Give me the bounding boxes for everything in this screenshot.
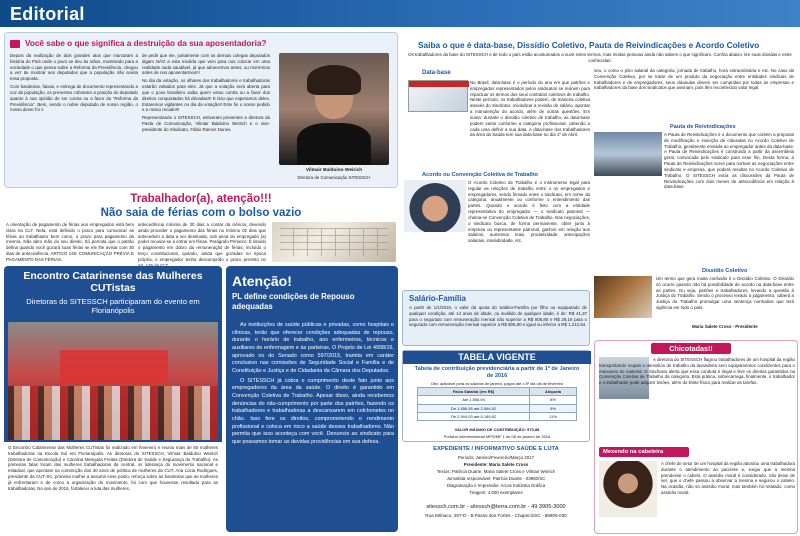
contact-line[interactable]: sitessch.com.br - sitessch@terra.com.br - 49 3905-3000 xyxy=(426,504,566,510)
article-data-base xyxy=(402,32,798,332)
paragraph: A partir de 1/1/2016, o valor da quota do Salário-Família por filho ou equiparado de qualquer condição, até 14 anos de idade, ou inválido de qualquer idade, é de: R$ 41,37 para o segurado com remuneração mensal não superior a R$ 806,80 e R$ 29,16 para o segurado com remuneração mensal superior a R$ 806,80 e igual ou inferior a R$ 1.212,64. xyxy=(409,305,587,328)
table-cell: Até 1.556,94 xyxy=(418,396,530,404)
table-header-cell: Faixa Salarial (em R$) xyxy=(418,388,530,396)
paragraph: A diretoria do SITESSCH flagrou trabalhadores de um hospital da região transportando roupas e utensílios de trabalho da lavanderia sem equipamentos condizentes para o manuseio do material. O Sindicato alerta que essa conduta é ilegal e fere os direitos garantidos na Convenção Coletiva de Trabalho da categoria. Esta prática, sobrecarrega, finalmente, o trabalhador e o trabalhador pode adquirir lesões, além do limite físico para realizar as tarefas. xyxy=(599,357,795,386)
article-title: Atenção! xyxy=(232,273,292,289)
paragraph: Depois da realização de dois grandes atos que marcaram a história do País onde o povo se deu às mãos, mostrando para a sociedade o que pensa sobre a Reforma da Previdência, chegou a vez de mostrar aos deputados que a população não aceita essa proposta. xyxy=(10,53,138,82)
title-bar-icon xyxy=(10,40,20,48)
paragraph: O Acordo Coletivo de Trabalho é o instrumento legal para regular as relações de trabalho entre o os empregados e empregadores, sendo firmado entre o sindicato, em nome da categoria, anualmente ou conforme o entendimento das partes. Quando o acordo é feito com a entidade representativa do empregador — o sindicato patronal — chama-se Convenção Coletiva de Trabalho. Nas negociações, o sindicato busca, de forma permanente, obter junto à empresa ou representante patronal, ganhos em relação aos salários, aumentos reais, produtividade, antecipações salariais, insalubridade, etc. xyxy=(468,180,590,244)
caption-role: Diretora de Comunicação SITESSCH xyxy=(297,175,371,180)
calendar-grid xyxy=(280,228,388,256)
paragraph: No dia da votação, os olhares dos trabalhadores e trabalhadoras estarão voltados para eles. Já que a votação será aberta para que o povo brasileiro saiba quem votou contra ou a favor dos direitos conquistados há décadas!!! E isso que esperamos deles. Estaremos vigilantes no dia da votação!! Este foi o nosso pedido e a nosso recado!!! xyxy=(142,78,270,113)
paragraph: antecedência mínima de 30 dias a contar da ciência, devendo ainda proceder o pagamento das férias no mínimo 02 dias que antecedem a data a ser destinada, sob pena do empregado (a) poder recusar-se a entrar em férias. Parágrafo Primeiro: É devido o pagamento em dobro da remuneração de férias, incluído o terço constitucional, quando, ainda que gozadas no época própria, o empregador tenha descumprido o prazo previsto no xyxy=(138,222,266,262)
paragraph: Com bandeiras, faixas, e entrega de documento representando a voz da população, os presentes cobraram a posição do deputado quanto à sua opinião de ser contra ou a favor da “Reforma da Previdência”. Bem, sendo o nobre deputado de nosso região, o nosso dever foi o xyxy=(10,84,138,113)
paragraph: As instituições de saúde públicas e privadas, como hospitais e clínicas, terão que oferecer condições adequadas de repouso, durante o horário de trabalho, aos enfermeiros, técnicos e auxiliares de enfermagem e às parteiras. O Projeto de Lei 4998/16, aprovado no do Senado como 597/2015, tramita em caráter conclusivo nas comissões de Seguridade Social e Família e de Constituição e Justiça e de Cidadania da Câmara dos Deputados. xyxy=(232,322,394,375)
acordo-text xyxy=(404,180,590,290)
portrait-photo xyxy=(279,53,389,165)
box-title: Salário-Família xyxy=(409,294,466,303)
calendar-photo xyxy=(272,222,396,262)
box-expediente xyxy=(402,446,590,534)
box-title: TABELA VIGENTE xyxy=(403,351,591,364)
paragraph: A Pauta de Reivindicações é o documento que contém a proposta de modificação e inserção de cláusulas no Acordo Coletivo de Trabalho, geralmente enviada ao empregador antes da data-base. A Pauta de Reivindicações é construída a partir da assembleia geral, convocada pelo sindicato para esse fim. Desta forma, a Pauta de Reivindicações serve para nortear as negociações entre sindicato e empresa, que poderá resultar no Acordo Coletivo de Trabalho. O SITESSCH inicia as discussões da Pauta de Reivindicações com dois meses de antecedência em relação à data-base. xyxy=(664,132,794,190)
editorial-header xyxy=(0,0,800,27)
box-subtitle: Mexendo na cabeleira xyxy=(599,447,689,457)
group-photo xyxy=(8,322,218,440)
kicker: Trabalhador(a), atenção!!! xyxy=(130,193,272,205)
article-title: Você sabe o que significa a destruição da sua aposentadoria? xyxy=(25,39,267,48)
signature: Maria Salete Cross - Presidente xyxy=(692,324,758,329)
article-body xyxy=(232,322,394,528)
pauta-text xyxy=(594,132,794,266)
table-footer-1: VALOR MÁXIMO DE CONTRIBUIÇÃO: 570,88 xyxy=(454,427,540,432)
article-col-2 xyxy=(138,222,266,264)
expediente-line: Presidente: Maria Salete Cross xyxy=(463,462,529,467)
box-chicotadas xyxy=(594,340,798,534)
box-tabela-vigente xyxy=(402,350,590,442)
paragraph: Um termo que gera muita confusão é o Dissídio Coletivo. O Dissídio só ocorre quando não há possibilidade de acordo na data-base entre as partes. Ou seja, patrões e trabalhadores, levando a questão à Justiça do Trabalho. Sendo o processo levado a julgamento, caberá a Justiça do Trabalho promulgar uma sentença normativa que terá vigência em todo o país. xyxy=(656,276,794,311)
box-title: Chicotadas!! xyxy=(651,343,731,354)
box-subtitle: Tabela de contribuição previdenciária a partir de 1º de Janeiro de 2016 xyxy=(414,366,580,380)
expediente-line: Periodo: Janeiro/Fevereiro/Março 2017 xyxy=(457,455,535,460)
article-ferias xyxy=(4,192,398,264)
paragraph: O Encontro Catarinense das Mulheres CUTistas foi realizado em fevereiro e reuniu mais de 60 mulheres trabalhadoras na Escola Sul em Florianópolis. As diretoras do SITESSCH, Vilmair Balduíno Weirich (Diretora de Comunicação) e Carolina Mesquita Freitas (Diretora de Saúde e Segurança do Trabalho). As primeiras falas foram das mulheres trabalhadoras da central, os liderança do movimento nacional e estadual, que apontam na construção dos 30 anos de política de mulheres da CUT. Ana Lúcia Rodrigues, presidente da CUT-SC, primeira mulher a assumir esse posto, reforça sobre as bandeiras que as mulheres já enfrentaram e de como a organização do movimento, foi com que houvesse resultado para as trabalhadoras. No ano de 2016, fortalecer a luta das mulheres. xyxy=(8,445,218,491)
paragraph: Representando o SITESSCH, estiveram presentes a diretora da Pasta de Comunicação, Vilmair Balduíno Weirich e o vice-presidente do Sindicato, Fábio Ramos Nunes. xyxy=(142,115,270,132)
pauta-label: Pauta de Reivindicações xyxy=(670,124,736,130)
contribution-table xyxy=(417,387,577,421)
box-title: EXPEDIENTE / INFORMATIVO SAÚDE E LUTA xyxy=(433,446,559,452)
table-header-row xyxy=(418,388,577,396)
article-mulheres-cutistas xyxy=(4,266,222,532)
table-cell: De 2.594,93 até 5.189,82 xyxy=(418,412,530,420)
paragraph: A orientação de pagamento de férias aos empregados está bem clara na CLT. Nela, está definido o prazo para comunicar as férias ao trabalhador bem como, o prazo para pagamento da mesma. Não abro mão do seu direito. Só permita que o patrão defina quando você gozará suas férias se ele lhe avisar com 30 dias de antecedência. ARTIGO 145: COMUNICAÇÃO PRÉVIA E PAGAMENTO DAS FÉRIAS. xyxy=(6,222,134,262)
banner-cut xyxy=(60,350,168,384)
box-salario-familia xyxy=(402,290,590,346)
crowd-row xyxy=(8,386,218,440)
table-row xyxy=(418,404,577,412)
acordo-label: Acordo ou Convenção Coletiva de Trabalho xyxy=(422,172,538,178)
gavel-image xyxy=(594,276,652,318)
caption-name: Vilmair Balduino Weirich xyxy=(305,168,363,173)
dissidio-label: Dissídio Coletivo xyxy=(702,268,748,274)
expediente-line: Textos: Patrícia Duarte, Maria Salete Cross e Vilmair Weirich xyxy=(436,469,556,474)
box-text xyxy=(409,305,587,345)
right-text xyxy=(594,68,794,124)
expediente-line: Tiragem: 4.000 exemplares xyxy=(469,490,523,495)
article-subtitle: PL define condições de Repouso adequadas xyxy=(232,292,355,311)
expediente-line: Diagramação e Impressão: Arcos Indústria Gráfica xyxy=(446,483,546,488)
table-cell: 9% xyxy=(530,404,577,412)
box-text-2 xyxy=(661,461,795,531)
expediente-line: Jornalista responsável: Patrícia Duarte - 03950/SC xyxy=(446,476,546,481)
box-text-1 xyxy=(599,357,795,445)
database-text xyxy=(404,80,590,170)
table-row xyxy=(418,396,577,404)
table-footer-2: Portaria Interministerial MPS/MF 1 de 08 de janeiro de 2016 xyxy=(443,434,551,439)
intro xyxy=(406,52,794,64)
article-subtitle: Diretoras do SITESSCH participaram do evento em Florianópolis xyxy=(26,297,200,316)
article-atencao-repouso xyxy=(226,266,398,532)
article-title: Encontro Catarinense das Mulheres CUTistas xyxy=(23,270,203,295)
article-title: Não saia de férias com o bolso vazio xyxy=(100,207,302,219)
paragraph: Os trabalhadores da base do SITESSCH e de todo o país estão acostumados a ouvir estes termos, mas muitas pessoas ainda não sabem o que significam. Confira abaixo, tire suas dúvidas e estre conhecidas: xyxy=(408,52,792,63)
table-cell: De 1.556,95 até 2.594,92 xyxy=(418,404,530,412)
paragraph: No Brasil, data-base é o período do ano em que patrões e empregados representados pelos sindicatos se reúnem para repactuar os termos dos seus contratos coletivos de trabalho. Neste período, os trabalhadores podem, de maneira coletiva através do Sindicato, reivindicar a revisão de salário, apontar a manutenção do acordo, além de outras questões. Em suma: durante o dissídio coletivo de trabalho, as data-base podem variar conforme a categoria profissional, cabendo a cada uma definir a sua data. A data-base dos trabalhadores da área da Saúde tem sua data-base no dia 1º de Abril. xyxy=(470,80,590,138)
article-title: Saiba o que é data-base, Dissídio Coletivo, Pauta de Reivindicações e Acordo Coletivo xyxy=(418,40,760,50)
portrait-body xyxy=(297,123,371,165)
address-line: Rua Mônaco, 297-D - B.Passo dos Fortes - Chapecó/SC - 89805-030 xyxy=(425,513,567,518)
dissidio-text xyxy=(656,276,794,322)
page-title: Editorial xyxy=(10,4,85,24)
table-cell: 8% xyxy=(530,396,577,404)
paragraph: O SITESSCH já cobra o cumprimento deste fato junto aos empregadores da área da saúde. O direito é garantido em Convenção Coletiva de Trabalho. Apesar disso, ainda recebemos denúncias do não-cumprimento por parte dos patrões, fazendo os trabalhadores e trabalhadoras a descansarem em colchonetes no chão. Isso fere os direitos, comprometendo o rendimento profissional e coloca em risco a saúde desses trabalhadores. Não permita que isso aconteça com você. Denuncie ao sindicato para que possamos tomar as devidas providências em sua defesa. xyxy=(232,377,394,446)
table-header-cell: Alíquota xyxy=(530,388,577,396)
table-cell: 11% xyxy=(530,412,577,420)
article-col-2 xyxy=(142,53,270,185)
paragraph: de pedir que ele, juntamente com os demais colegas deputados digam NÃO a esta medida que vem para nos colocar em uma realidade nada saudável, já que adoecemos antes, ou morremos antes de nos aposentarmos!!! xyxy=(142,53,270,76)
article-body xyxy=(4,442,222,532)
hair-image xyxy=(599,461,657,517)
paragraph: A chefe de setor de um hospital da região abordou uma trabalhadora durante o atendimento ao paciente e, exigiu que a mesma prendesse o cabelo. O assédio moral é considerado, não deixe de ser, que o chefe passou a observar a mesma e segurou o cabelo. Na ocasião, não só assédio moral, mas também foi relatado, como assédio moral. xyxy=(661,461,796,496)
article-col-1 xyxy=(6,222,134,264)
portrait-hair xyxy=(307,65,361,95)
paragraph: seu, o como o piso salarial da categoria, jornada de trabalho, hora extraordinária e etc. No caso da Convenção Coletiva, por se tratar de um produto da negociação entre entidades sindicais de trabalhadores e de empregadores, seus cláusulas devem ser cumpridas por todas as empresas e trabalhadores da base dos sindicatos que assinam, pois têm reconhecido valor legal. xyxy=(594,68,794,91)
article-col-1 xyxy=(10,53,138,185)
table-row xyxy=(418,412,577,420)
article-aposentadoria xyxy=(4,32,398,188)
database-label: Data-base xyxy=(422,70,451,76)
table-note: Obs: aplicável para os salários de janeiro, pagos até o 5º dia útil de fevereiro xyxy=(430,381,564,386)
